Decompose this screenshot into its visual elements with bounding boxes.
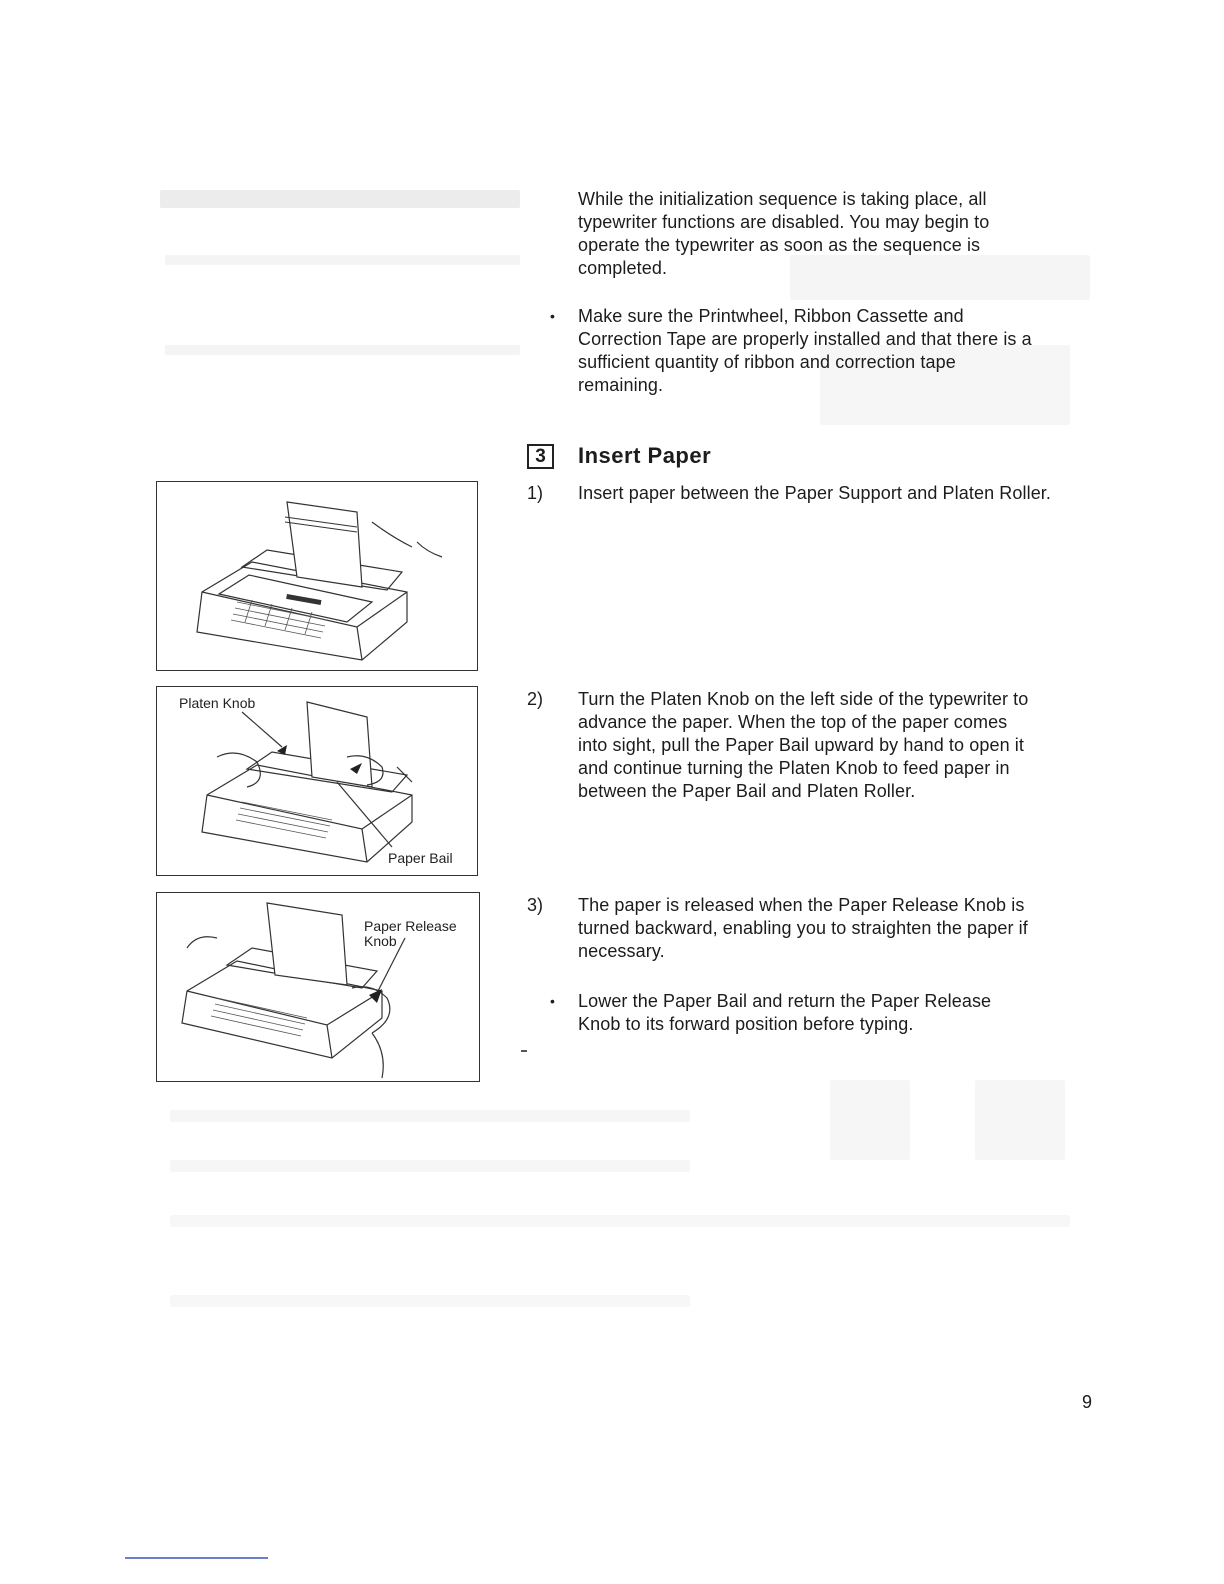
page-number: 9: [1082, 1392, 1093, 1412]
text-line: While the initialization sequence is taking place, all: [578, 189, 987, 209]
intro-paragraph: [578, 188, 989, 280]
label-paper-release: Paper Release: [364, 918, 457, 934]
typewriter-illustration: [157, 482, 478, 671]
bullet-icon: •: [550, 308, 555, 324]
footer-rule: [125, 1557, 268, 1559]
label-paper-bail: Paper Bail: [388, 850, 453, 866]
label-platen-knob: Platen Knob: [179, 695, 256, 711]
text-line: and continue turning the Platen Knob to feed paper in: [578, 758, 1010, 778]
note-lower-bail: [578, 990, 991, 1036]
text-line: necessary.: [578, 941, 665, 961]
label-knob: Knob: [364, 933, 397, 949]
text-line: Make sure the Printwheel, Ribbon Cassette and: [578, 306, 964, 326]
step-2-text: [578, 688, 1028, 803]
text-line: operate the typewriter as soon as the sequence is: [578, 235, 981, 255]
text-line: Insert paper between the Paper Support and Platen Roller.: [578, 483, 1052, 503]
text-line: sufficient quantity of ribbon and correction tape: [578, 352, 956, 372]
bullet-icon: •: [550, 993, 555, 1009]
section-number: 3: [527, 444, 554, 469]
section-heading: [527, 443, 711, 469]
text-line: completed.: [578, 258, 668, 278]
step-number: 2): [527, 689, 544, 709]
note-printwheel: [578, 305, 1032, 397]
step-number: 3): [527, 895, 544, 915]
text-line: typewriter functions are disabled. You may begin to: [578, 212, 990, 232]
step-1-text: [578, 482, 1051, 505]
step-number: 1): [527, 483, 544, 503]
text-line: into sight, pull the Paper Bail upward by hand to open it: [578, 735, 1024, 755]
text-line: The paper is released when the Paper Release Knob is: [578, 895, 1025, 915]
text-line: Correction Tape are properly installed and that there is a: [578, 329, 1032, 349]
text-line: advance the paper. When the top of the paper comes: [578, 712, 1008, 732]
step-3-text: [578, 894, 1028, 963]
section-title: Insert Paper: [578, 443, 712, 468]
figure-paper-release-knob: [156, 892, 480, 1082]
figure-platen-knob: [156, 686, 478, 876]
text-line: remaining.: [578, 375, 664, 395]
stray-mark: [521, 1050, 527, 1052]
typewriter-illustration: [157, 687, 478, 876]
text-line: Knob to its forward position before typing.: [578, 1014, 914, 1034]
text-line: turned backward, enabling you to straighten the paper if: [578, 918, 1028, 938]
text-line: between the Paper Bail and Platen Roller.: [578, 781, 916, 801]
text-line: Turn the Platen Knob on the left side of the typewriter to: [578, 689, 1029, 709]
text-line: Lower the Paper Bail and return the Paper Release: [578, 991, 992, 1011]
figure-insert-paper: [156, 481, 478, 671]
